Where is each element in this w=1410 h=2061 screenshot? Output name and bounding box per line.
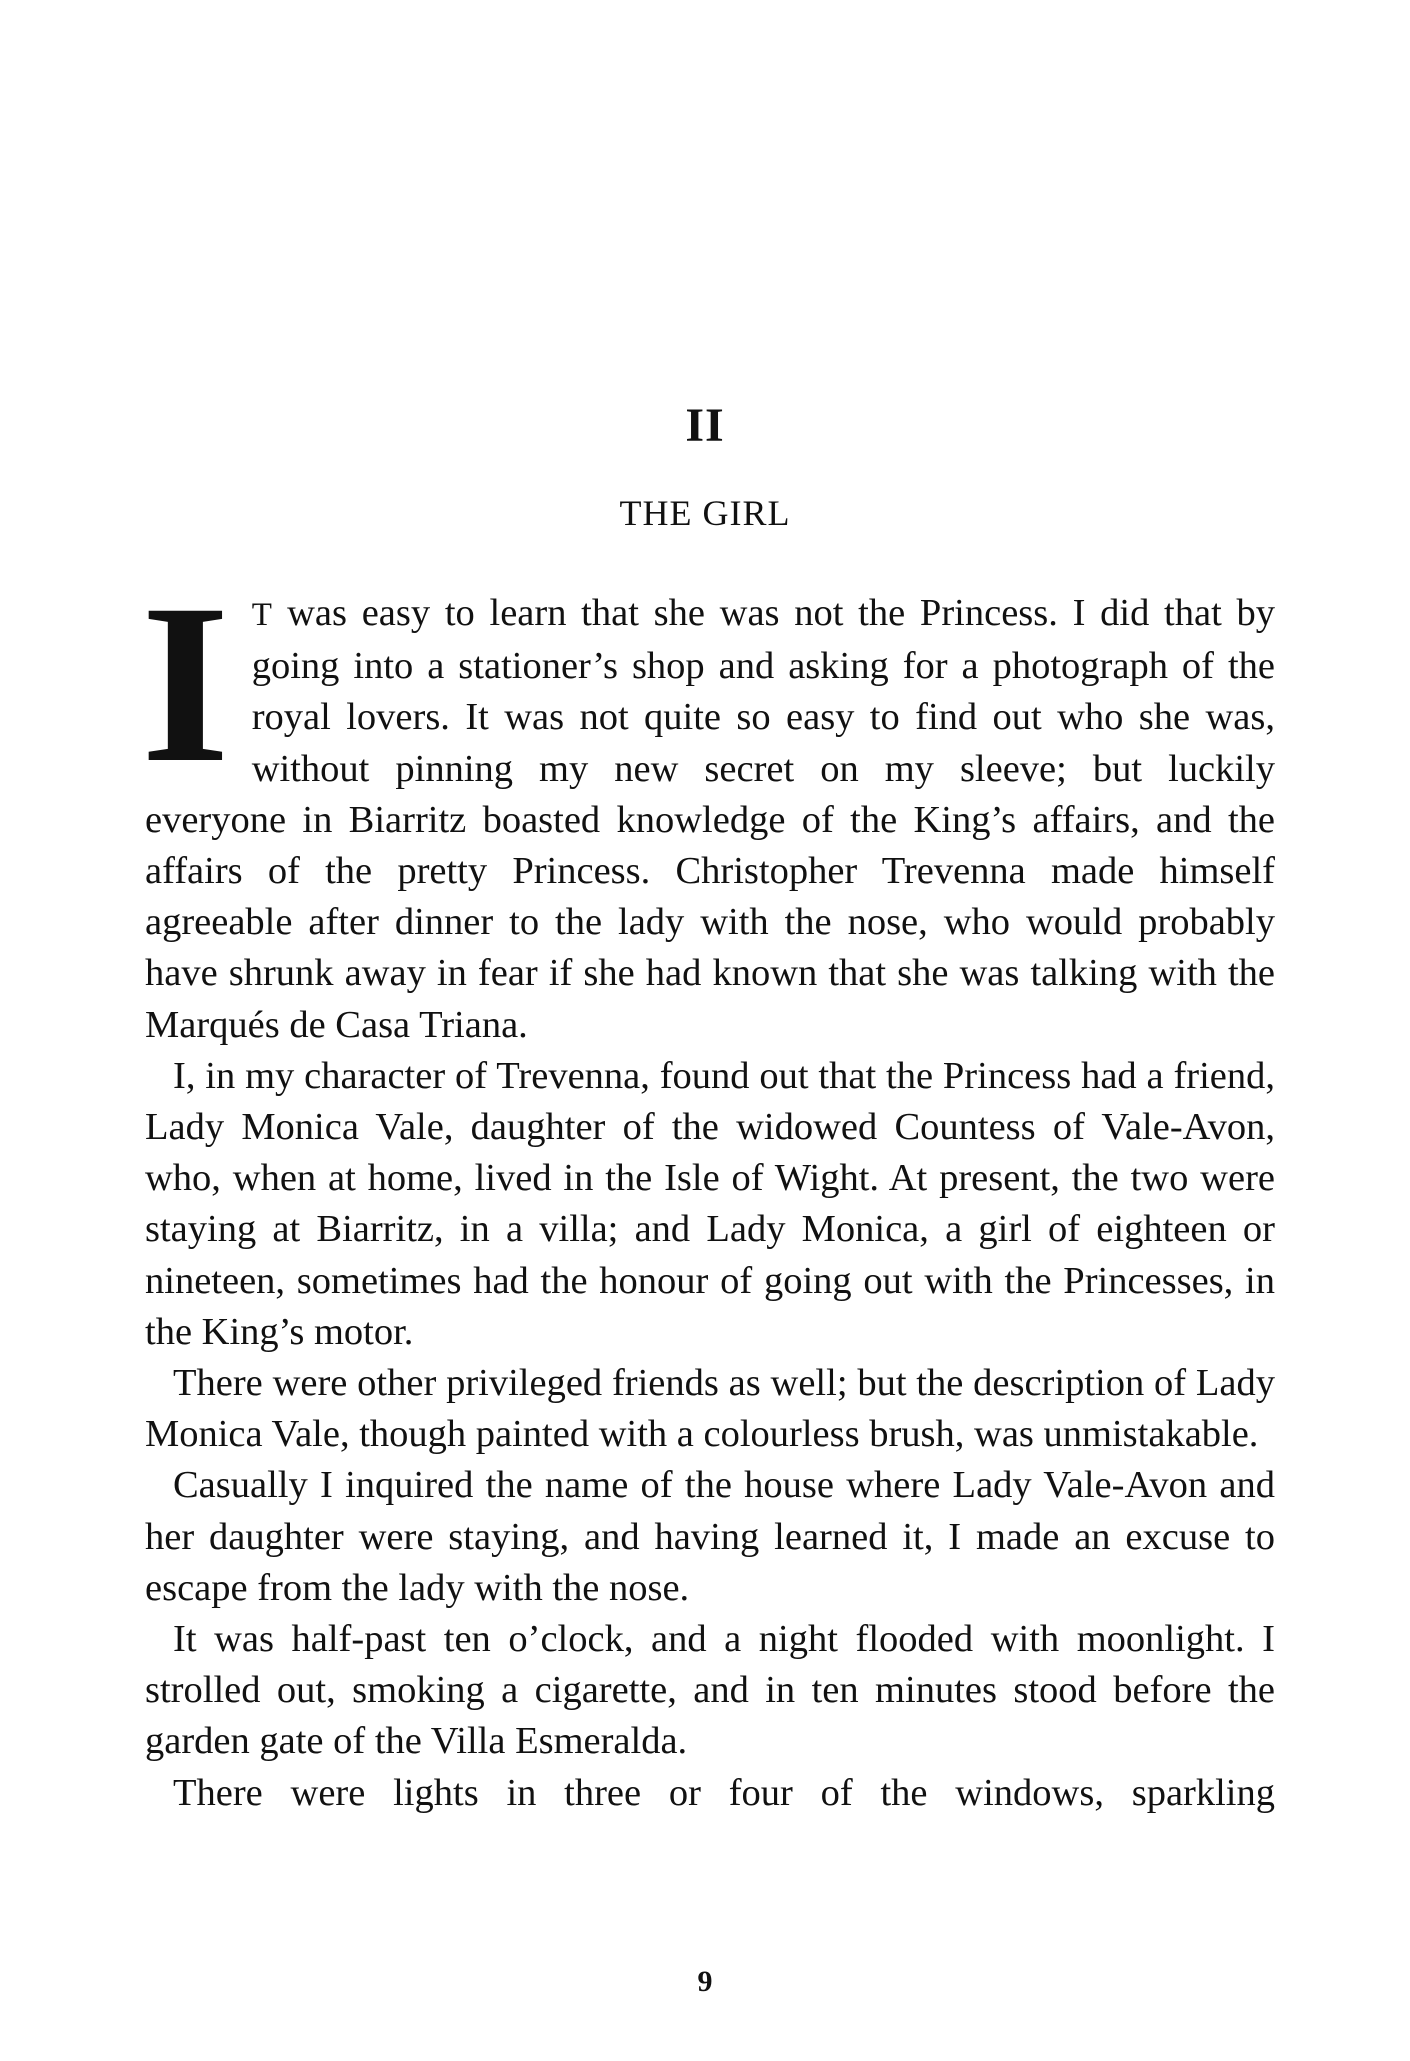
small-cap-lead: T — [251, 597, 273, 633]
chapter-title: THE GIRL — [619, 493, 791, 533]
paragraph-2: I, in my character of Trevenna, found out that the Princess had a friend, Lady Monica Vale, daughter of the widowed Countess of Vale-Avon, who, when at home, lived in the Isle of Wight. At present, the two were staying at Biarritz, in a villa; and Lady Monica, a girl of eighteen or nineteen, sometimes had the honour of going out with the Princesses, in the King’s motor. — [145, 1054, 1275, 1353]
paragraph-3: There were other privileged friends as well; but the description of Lady Monica Vale, though painted with a colourless brush, was unmistakable. — [145, 1362, 1275, 1456]
paragraph-4: Casually I inquired the name of the house where Lady Vale-Avon and her daughter were staying, and having learned it, I made an excuse to escape from the lady with the nose. — [145, 1464, 1275, 1609]
paragraph-1-text: was easy to learn that she was not the Princess. I did that by going into a stationer’s shop and asking for a photograph of the royal lovers. It was not quite so easy to find out who she was, without pinning my new secret on my sleeve; but luckily everyone in Biarritz boasted knowledge of the King’s affairs, and the affairs of the pretty Princess. Christopher Trevenna made himself agreeable after dinner to the lady with the nose, who would probably have shrunk away in fear if she had known that she was talking with the Marqués de Casa Triana. — [145, 592, 1275, 1046]
paragraph-1 — [141, 558, 1275, 1051]
paragraph-6: There were lights in three or four of the windows, sparkling — [173, 1771, 1275, 1814]
page-number: 9 — [697, 1965, 713, 1998]
chapter-number: II — [685, 399, 725, 452]
body-text — [141, 558, 1275, 1819]
drop-cap: I — [141, 558, 230, 810]
paragraph-5: It was half-past ten o’clock, and a night flooded with moonlight. I strolled out, smoking a cigarette, and in ten minutes stood before the garden gate of the Villa Esmeralda. — [145, 1618, 1275, 1763]
